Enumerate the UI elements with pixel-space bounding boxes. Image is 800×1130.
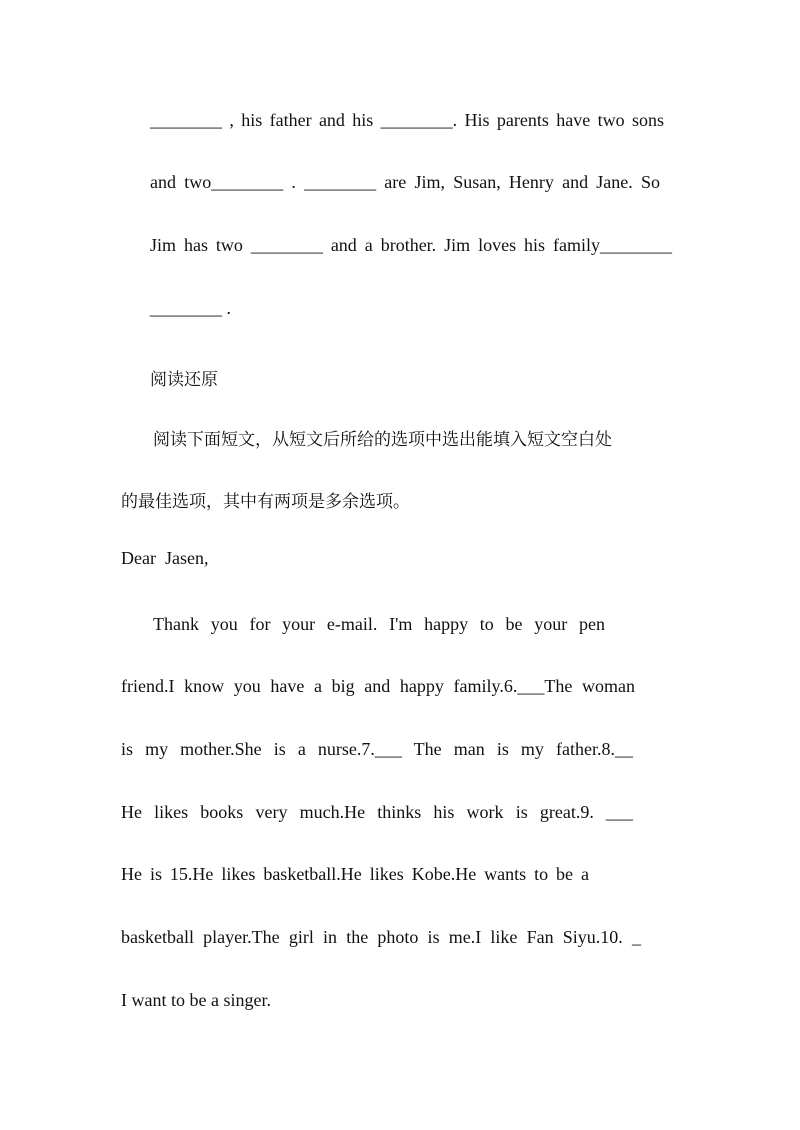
cloze-line-3: Jim has two ________ and a brother. Jim loves his family________ <box>150 235 672 255</box>
letter-line-5: He is 15.He likes basketball.He likes Kobe.He wants to be a <box>121 864 589 884</box>
section-instruction-line-1: 阅读下面短文，从短文后所给的选项中选出能填入短文空白处 <box>153 430 612 450</box>
section-instruction-line-2: 的最佳选项，其中有两项是多余选项。 <box>121 492 410 512</box>
letter-line-2: friend.I know you have a big and happy family.6.___The woman <box>121 676 635 696</box>
letter-salutation: Dear Jasen, <box>121 548 209 568</box>
letter-line-6: basketball player.The girl in the photo is me.I like Fan Siyu.10. _ <box>121 927 641 947</box>
letter-line-3: is my mother.She is a nurse.7.___ The man is my father.8.__ <box>121 739 633 759</box>
cloze-line-1: ________ , his father and his ________. His parents have two sons <box>150 110 664 130</box>
letter-line-1: Thank you for your e-mail. I'm happy to be your pen <box>153 614 605 634</box>
cloze-line-2: and two________ . ________ are Jim, Susan, Henry and Jane. So <box>150 172 660 192</box>
letter-line-4: He likes books very much.He thinks his work is great.9. ___ <box>121 802 633 822</box>
cloze-line-4: ________ . <box>150 298 231 318</box>
section-heading: 阅读还原 <box>150 370 218 390</box>
letter-line-7: I want to be a singer. <box>121 990 271 1010</box>
